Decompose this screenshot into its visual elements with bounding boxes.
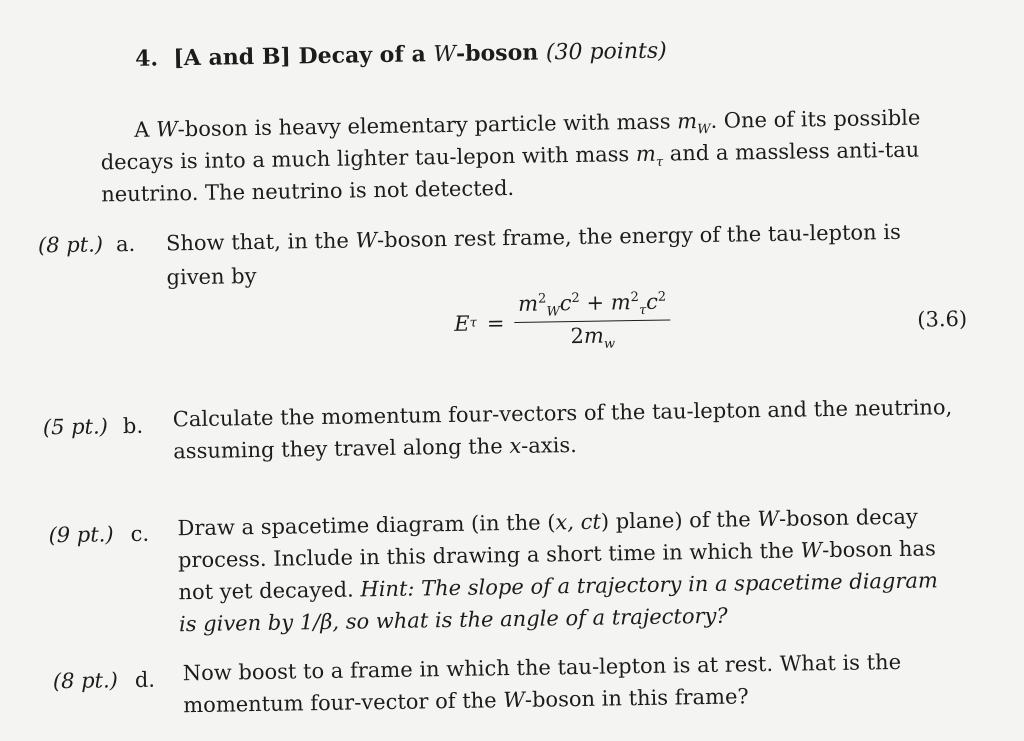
part-text: Draw a spacetime diagram (in the ( — [177, 510, 556, 541]
part-b-points: (5 pt.) — [42, 414, 109, 440]
intro-line-3 — [101, 172, 514, 210]
part-c-label: c. — [130, 521, 150, 547]
w-symbol: W — [503, 687, 526, 713]
w-symbol: W — [355, 228, 378, 253]
intro-text: . One of its possible — [710, 105, 921, 133]
part-a-points: (8 pt.) — [37, 232, 104, 258]
eq-sub: w — [603, 336, 616, 352]
intro-text: decays is into a much lighter tau-lepon with mass — [100, 142, 630, 175]
energy-equation — [454, 290, 671, 355]
part-b-label: b. — [122, 413, 144, 439]
eq-symbol: c — [645, 289, 659, 314]
intro-text: and a massless anti-tau — [669, 137, 920, 166]
eq-fraction — [514, 290, 671, 354]
w-symbol: W — [433, 41, 457, 68]
eq-symbol: c — [559, 291, 572, 316]
part-a-line-2 — [166, 260, 256, 293]
eq-sub: W — [546, 304, 561, 320]
intro-text: -boson is heavy elementary particle with mass — [177, 109, 671, 142]
hint-text: , so what is the angle of a trajectory? — [332, 603, 728, 634]
eq-sup: 2 — [657, 289, 667, 305]
part-text: Show that, in the — [165, 228, 349, 256]
mass-symbol: m — [635, 141, 657, 167]
eq-symbol: 2 — [570, 324, 585, 349]
problem-title-text: Decay of a — [298, 41, 426, 70]
problem-points: (30 points) — [545, 38, 667, 66]
part-d-label: d. — [134, 667, 156, 692]
eq-symbol: m — [517, 291, 539, 316]
part-text: -boson has — [821, 536, 936, 563]
part-text: -axis. — [520, 432, 578, 458]
part-d-points: (8 pt.) — [52, 668, 119, 694]
eq-equals: = — [486, 310, 505, 336]
equation-number: (3.6) — [917, 306, 968, 332]
part-text: momentum four-vector of the — [183, 688, 497, 718]
hint-text: Hint: The slope of a trajectory in a spacetime diagram — [360, 568, 939, 602]
beta-symbol: β — [320, 609, 333, 635]
part-a-line-1 — [166, 216, 901, 260]
problem-number: 4. — [134, 45, 159, 72]
part-b-line-2 — [173, 429, 577, 467]
eq-symbol: m — [610, 290, 631, 315]
part-text: Calculate the momentum four-vectors of the tau-lepton and the neutrino, — [172, 395, 953, 432]
part-text: process. Include in this drawing a short time in which the — [177, 538, 795, 573]
eq-symbol: m — [583, 323, 604, 349]
eq-lhs: E — [454, 311, 470, 336]
intro-text: neutrino. The neutrino is not detected. — [101, 175, 515, 207]
mass-subscript: τ — [655, 154, 664, 170]
eq-sup: 2 — [571, 290, 580, 307]
part-text: -boson decay — [778, 504, 918, 531]
eq-sub: τ — [638, 303, 647, 319]
hint-text: is given by 1/ — [178, 610, 321, 637]
eq-plus: + — [586, 290, 605, 315]
problem-title-suffix: -boson — [455, 39, 539, 67]
part-text: not yet decayed. — [178, 577, 354, 605]
xct-symbol: x, ct — [555, 509, 602, 535]
problem-title — [135, 38, 667, 72]
problem-tag: [A and B] — [173, 43, 292, 72]
part-text: -boson in this frame? — [524, 684, 749, 712]
intro-text: A — [134, 117, 150, 142]
eq-sup: 2 — [630, 289, 640, 306]
eq-numerator — [514, 290, 671, 324]
mass-symbol: m — [676, 109, 698, 134]
eq-denominator — [570, 322, 615, 353]
part-c-points: (9 pt.) — [48, 522, 114, 548]
eq-lhs-sub: τ — [469, 315, 477, 331]
part-a-label: a. — [115, 231, 136, 257]
part-text: ) plane) of the — [600, 507, 751, 534]
part-text: Now boost to a frame in which the tau-lepton is at rest. What is the — [182, 649, 902, 686]
w-symbol: W — [155, 117, 178, 142]
x-symbol: x — [509, 433, 522, 459]
eq-sup: 2 — [537, 291, 547, 307]
part-text: -boson rest frame, the energy of the tau-lepton is — [376, 219, 901, 253]
mass-subscript: W — [697, 122, 711, 138]
part-text: given by — [166, 264, 257, 290]
w-symbol: W — [757, 506, 780, 532]
part-text: assuming they travel along the — [173, 434, 503, 464]
w-symbol: W — [800, 538, 823, 563]
